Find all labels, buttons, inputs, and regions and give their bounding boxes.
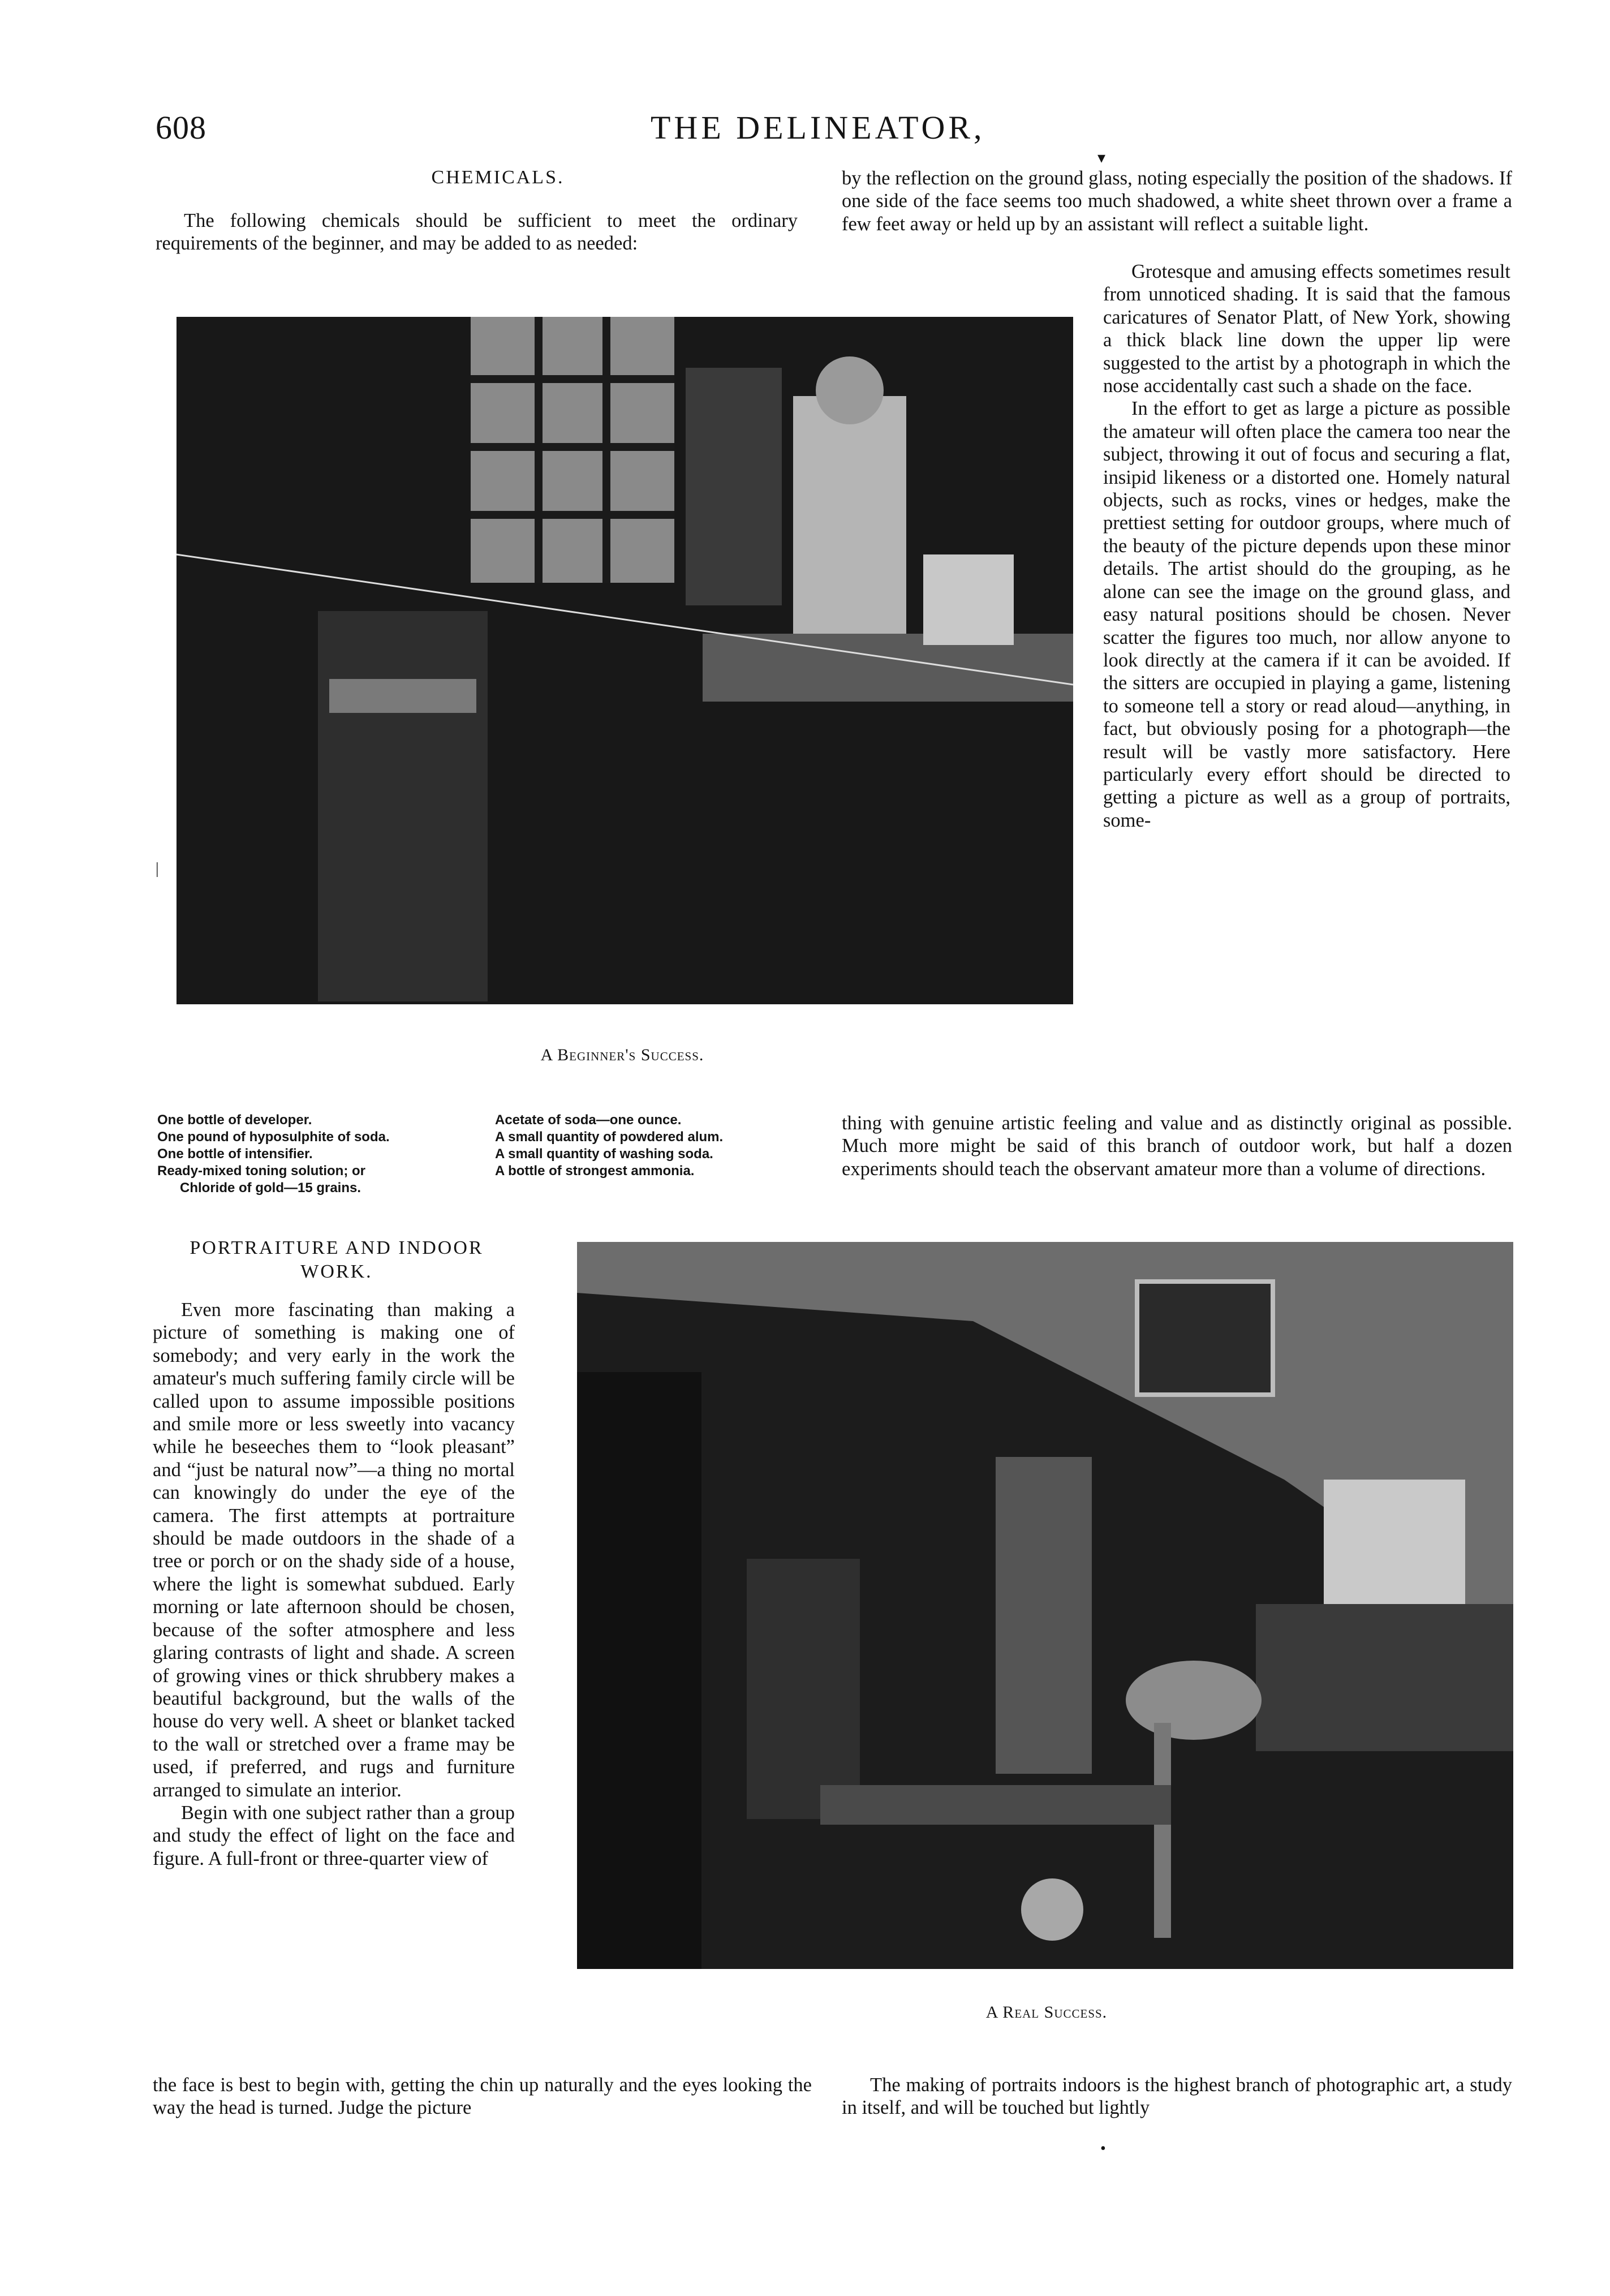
chemicals-intro-text: The following chemicals should be sufficient to meet the ordinary requirements of the beginner, and may be added to as needed: (156, 210, 798, 255)
beginners-success-illustration (177, 317, 1073, 1004)
right-column-top (842, 167, 1512, 235)
list-item: Ready-mixed toning solution; or (157, 1163, 366, 1179)
page-number: 608 (156, 109, 206, 146)
begin-with-one-subject-paragraph: Begin with one subject rather than a group and study the effect of light on the face and figure. A full-front or three-quarter view of (153, 1801, 515, 1869)
print-dot: • (1100, 2140, 1106, 2157)
margin-mark: | (156, 860, 159, 878)
bottom-right-text (842, 2074, 1512, 2119)
beginners-success-photo (177, 317, 1073, 1004)
list-item: One bottle of intensifier. (157, 1146, 313, 1162)
list-item: A small quantity of washing soda. (495, 1146, 713, 1162)
reflection-paragraph: by the reflection on the ground glass, noting especially the position of the shadows. If one side of the face seems too much shadowed, a white sheet thrown over a frame a few feet away or held up by an assistant will reflect a suitable light. (842, 167, 1512, 235)
real-success-photo (577, 1242, 1513, 1969)
right-column-continuation (842, 1112, 1512, 1180)
beginners-success-caption: A Beginner's Success. (540, 1046, 704, 1064)
outdoor-work-conclusion: thing with genuine artistic feeling and value and as distinctly original as possible. Much more might be said of this branch of outdoor work, but half a dozen experiments should teach the observant amateur more than a volume of directions. (842, 1112, 1512, 1180)
list-item: Acetate of soda—one ounce. (495, 1112, 682, 1128)
list-item: One bottle of developer. (157, 1112, 312, 1128)
right-narrow-column (1103, 260, 1510, 832)
magazine-title: THE DELINEATOR, (651, 109, 985, 146)
list-item: Chloride of gold—15 grains. (180, 1180, 361, 1196)
chemicals-list-left (157, 1112, 474, 1197)
camera-distance-paragraph: In the effort to get as large a picture as possible the amateur will often place the camera too near the subject, throwing it out of focus and securing a flat, insipid likeness or a distorted one. Homely natural objects, such as rocks, vines or hedges, make the prettiest setting for outdoor groups, where much of the beauty of the picture depends upon these minor details. The artist should do the grouping, as he alone can see the image on the ground glass, and easy natural positions should be chosen. Never scatter the figures too much, nor allow anyone to look directly at the camera if it can be avoided. If the sitters are occupied in playing a game, listening to someone tell a story or read aloud—anything, in fact, but obviously posing for a photograph—the result will be vastly more satisfactory. Here particularly every effort should be directed to getting a picture as well as a group of portraits, some- (1103, 398, 1510, 831)
list-item: A small quantity of powdered alum. (495, 1129, 724, 1145)
portraiture-column (153, 1299, 515, 1870)
judge-the-picture-text: the face is best to begin with, getting the chin up naturally and the eyes looking the way the head is turned. Judge the picture (153, 2074, 812, 2119)
indoor-portraits-paragraph: The making of portraits indoors is the highest branch of photographic art, a study in itself, and will be touched but lightly (842, 2074, 1512, 2119)
list-item: One pound of hyposulphite of soda. (157, 1129, 390, 1145)
list-item: A bottle of strongest ammonia. (495, 1163, 695, 1179)
grotesque-paragraph: Grotesque and amusing effects sometimes result from unnoticed shading. It is said that the famous caricatures of Senator Platt, of New York, showing a thick black line down the upper lip were suggested to the artist by a photograph in which the nose accidentally cast such a shade on the face. (1103, 261, 1510, 397)
print-mark: ▾ (1097, 149, 1106, 167)
chemicals-heading: CHEMICALS. (431, 167, 565, 188)
portraiture-heading: PORTRAITURE AND INDOOR WORK. (190, 1237, 484, 1282)
real-success-caption: A Real Success. (985, 2003, 1108, 2022)
real-success-illustration (577, 1242, 1513, 1969)
portraiture-intro-paragraph: Even more fascinating than making a picture of something is making one of somebody; and very early in the work the amateur's much suffering family circle will be called upon to assume impossible positions and smile more or less sweetly into vacancy while he beseeches them to “look pleasant” and “just be natural now”—a thing no mortal can knowingly do under the eye of the camera. The first attempts at portraiture should be made outdoors in the shade of a tree or porch or on the shady side of a house, where the light is somewhat subdued. Early morning or late afternoon should be chosen, because of the softer atmosphere and less glaring contrasts of light and shade. A screen of growing vines or thick shrubbery makes a beautiful background, but the walls of the house do very well. A sheet or blanket tacked to the wall or stretched over a frame may be used, if preferred, and rugs and furniture arranged to simulate an interior. (153, 1299, 515, 1801)
chemicals-intro (156, 209, 798, 255)
chemicals-list-right (495, 1112, 812, 1180)
bottom-left-text (153, 2074, 812, 2119)
